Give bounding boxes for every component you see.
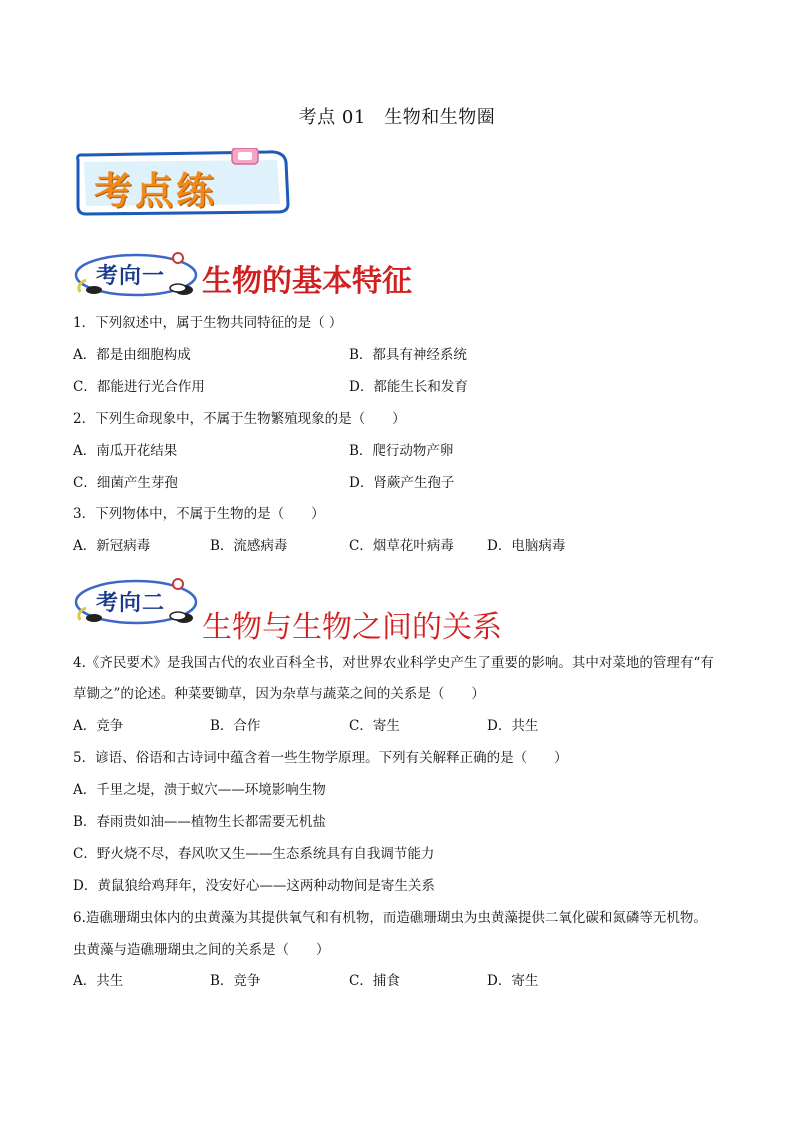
question-3-stem: 3．下列物体中，不属于生物的是（ ） [73, 506, 325, 522]
section-tag-2 [72, 576, 202, 630]
question-2-stem: 2．下列生命现象中，不属于生物繁殖现象的是（ ） [73, 411, 406, 427]
q6-option-a: A．共生 [73, 973, 124, 989]
q3-option-a: A．新冠病毒 [73, 538, 151, 554]
q2-option-a: A．南瓜开花结果 [73, 443, 178, 459]
q3-option-b: B．流感病毒 [210, 538, 288, 554]
question-1-stem: 1．下列叙述中，属于生物共同特征的是（ ） [73, 315, 343, 331]
banner [72, 148, 294, 218]
q5-option-b: B．春雨贵如油——植物生长都需要无机盐 [73, 814, 326, 830]
q6-option-b: B．竞争 [210, 973, 261, 989]
q1-option-c: C．都能进行光合作用 [73, 379, 205, 395]
q3-option-d: D．电脑病毒 [487, 538, 566, 554]
q1-option-b: B．都具有神经系统 [349, 347, 467, 363]
q3-option-c: C．烟草花叶病毒 [349, 538, 454, 554]
q1-option-a: A．都是由细胞构成 [73, 347, 191, 363]
q4-option-a: A．竞争 [73, 718, 124, 734]
tag-label: 考向二 [96, 590, 166, 616]
question-4-stem-line-1: 4.《齐民要术》是我国古代的农业百科全书，对世界农业科学史产生了重要的影响。其中对菜地的管理有“有 [73, 655, 714, 671]
section-heading-2: 生物与生物之间的关系 [202, 610, 502, 645]
question-5-stem: 5．谚语、俗语和古诗词中蕴含着一些生物学原理。下列有关解释正确的是（ ） [73, 750, 568, 766]
banner-text: 考点练 [94, 168, 218, 213]
question-4-stem-line-2: 草锄之”的论述。种菜要锄草，因为杂草与蔬菜之间的关系是（ ） [73, 686, 485, 702]
q1-option-d: D．都能生长和发育 [349, 379, 468, 395]
q4-option-c: C．寄生 [349, 718, 400, 734]
question-6-stem-line-1: 6.造礁珊瑚虫体内的虫黄藻为其提供氧气和有机物，而造礁珊瑚虫为虫黄藻提供二氧化碳和氮磷等无机物。 [73, 910, 707, 926]
q2-option-b: B．爬行动物产卵 [349, 443, 454, 459]
page-title: 考点 01 生物和生物圈 [298, 107, 496, 128]
q6-option-d: D．寄生 [487, 973, 539, 989]
tag-label: 考向一 [96, 263, 166, 289]
q6-option-c: C．捕食 [349, 973, 400, 989]
q5-option-d: D．黄鼠狼给鸡拜年，没安好心——这两种动物间是寄生关系 [73, 878, 435, 894]
q2-option-c: C．细菌产生芽孢 [73, 475, 178, 491]
q5-option-c: C．野火烧不尽，春风吹又生——生态系统具有自我调节能力 [73, 846, 435, 862]
question-6-stem-line-2: 虫黄藻与造礁珊瑚虫之间的关系是（ ） [73, 942, 330, 958]
q4-option-d: D．共生 [487, 718, 539, 734]
section-heading-1: 生物的基本特征 [202, 264, 412, 299]
q2-option-d: D．肾蕨产生孢子 [349, 475, 455, 491]
q4-option-b: B．合作 [210, 718, 261, 734]
section-tag-1 [72, 250, 202, 300]
q5-option-a: A．千里之堤，溃于蚁穴——环境影响生物 [73, 782, 326, 798]
